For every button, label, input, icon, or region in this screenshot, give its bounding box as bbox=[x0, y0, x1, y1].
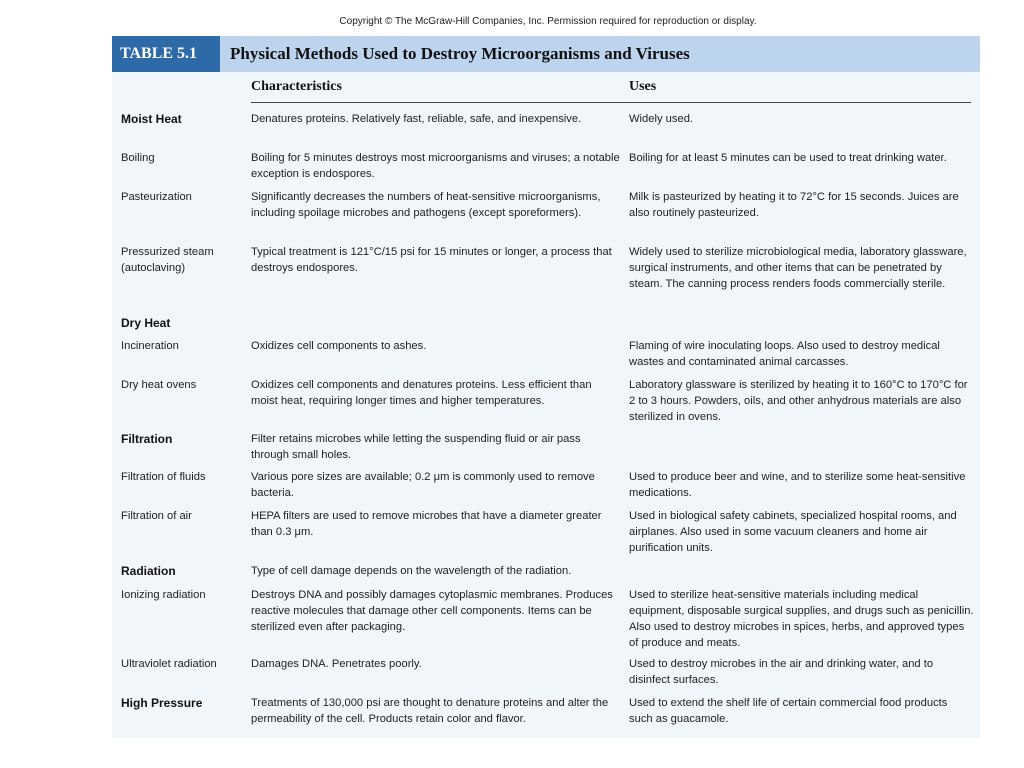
row-uses: Widely used. bbox=[629, 113, 694, 125]
row-uses: Used to destroy microbes in the air and drinking water, and to disinfect surfaces. bbox=[629, 658, 934, 686]
row-label: Pasteurization bbox=[121, 191, 192, 203]
row-characteristics: Damages DNA. Penetrates poorly. bbox=[251, 658, 422, 670]
row-characteristics: Boiling for 5 minutes destroys most microorganisms and viruses; a notable exception is endospores. bbox=[251, 152, 620, 180]
row-uses: Used to produce beer and wine, and to sterilize some heat-sensitive medications. bbox=[629, 471, 966, 499]
column-header-uses: Uses bbox=[629, 79, 657, 94]
copyright-notice: Copyright © The McGraw-Hill Companies, Inc. Permission required for reproduction or display. bbox=[339, 16, 757, 27]
row-uses: Used to sterilize heat-sensitive materials including medical equipment, disposable surgical supplies, and drugs such as penicillin. Also used to destroy microbes in spices, herbs, and approved types of produce and meats. bbox=[629, 589, 974, 649]
row-uses: Used to extend the shelf life of certain commercial food products such as guacamole. bbox=[629, 697, 948, 725]
row-uses: Used in biological safety cabinets, specialized hospital rooms, and airplanes. Also used in some vacuum cleaners and home air purification units. bbox=[629, 510, 957, 554]
row-label: Dry heat ovens bbox=[121, 379, 197, 391]
row-uses: Flaming of wire inoculating loops. Also used to destroy medical wastes and contaminated animal carcasses. bbox=[629, 340, 940, 368]
row-uses: Boiling for at least 5 minutes can be used to treat drinking water. bbox=[629, 152, 947, 164]
row-characteristics: HEPA filters are used to remove microbes that have a diameter greater than 0.3 μm. bbox=[251, 510, 602, 538]
row-label: Ultraviolet radiation bbox=[121, 658, 217, 670]
row-label: Filtration of fluids bbox=[121, 471, 206, 483]
row-characteristics: Significantly decreases the numbers of heat-sensitive microorganisms, including spoilage microbes and pathogens (except sporeformers). bbox=[251, 191, 601, 219]
row-label: High Pressure bbox=[121, 696, 203, 710]
row-characteristics: Typical treatment is 121°C/15 psi for 15 minutes or longer, a process that destroys endospores. bbox=[251, 246, 612, 274]
row-label: Moist Heat bbox=[121, 112, 182, 126]
column-header-characteristics: Characteristics bbox=[251, 79, 342, 94]
row-label: Boiling bbox=[121, 152, 155, 164]
row-uses: Widely used to sterilize microbiological media, laboratory glassware, surgical instruments, and other items that can be penetrated by steam. The canning process renders foods commercially sterile. bbox=[629, 246, 967, 290]
row-uses: Milk is pasteurized by heating it to 72°C for 15 seconds. Juices are also routinely pasteurized. bbox=[629, 191, 959, 219]
header-divider bbox=[251, 102, 971, 103]
row-label: Filtration of air bbox=[121, 510, 192, 522]
row-characteristics: Various pore sizes are available; 0.2 μm is commonly used to remove bacteria. bbox=[251, 471, 595, 499]
row-characteristics: Denatures proteins. Relatively fast, reliable, safe, and inexpensive. bbox=[251, 113, 582, 125]
row-uses: Laboratory glassware is sterilized by heating it to 160°C to 170°C for 2 to 3 hours. Powders, oils, and other anhydrous materials are also sterilized in ovens. bbox=[629, 379, 968, 423]
row-characteristics: Destroys DNA and possibly damages cytoplasmic membranes. Produces reactive molecules that damage other cell components. Items can be sterilized even after packaging. bbox=[251, 589, 613, 633]
table-number-tag: TABLE 5.1 bbox=[112, 36, 220, 72]
row-characteristics: Type of cell damage depends on the wavelength of the radiation. bbox=[251, 565, 572, 577]
row-characteristics: Treatments of 130,000 psi are thought to denature proteins and alter the permeability of the cell. Products retain color and flavor. bbox=[251, 697, 609, 725]
row-label: Dry Heat bbox=[121, 316, 171, 330]
table-title: Physical Methods Used to Destroy Microorganisms and Viruses bbox=[230, 44, 690, 63]
row-label: Incineration bbox=[121, 340, 179, 352]
row-label: Ionizing radiation bbox=[121, 589, 206, 601]
row-label: Pressurized steam (autoclaving) bbox=[121, 246, 214, 274]
table-header-bar bbox=[112, 36, 980, 72]
row-characteristics: Oxidizes cell components and denatures proteins. Less efficient than moist heat, requiring longer times and higher temperatures. bbox=[251, 379, 592, 407]
row-label: Radiation bbox=[121, 564, 176, 578]
row-label: Filtration bbox=[121, 432, 173, 446]
row-characteristics: Filter retains microbes while letting the suspending fluid or air pass through small holes. bbox=[251, 433, 581, 461]
row-characteristics: Oxidizes cell components to ashes. bbox=[251, 340, 427, 352]
table-panel bbox=[112, 36, 980, 738]
